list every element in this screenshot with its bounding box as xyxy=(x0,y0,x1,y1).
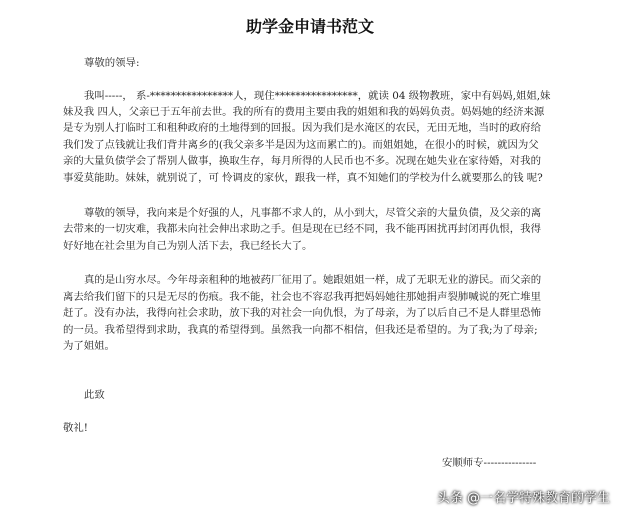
document-title: 助学金申请书范文 xyxy=(245,17,374,36)
closing-text: 此致 xyxy=(84,389,105,401)
watermark: 头条 @一名学特殊教育的学生 xyxy=(436,491,610,506)
salutation: 尊敬的领导: xyxy=(84,57,140,69)
paragraph-line: 我叫-----， 系-****************人，现住****************，就读 04 级物教班，家中有妈妈,姐姐,妹 xyxy=(84,90,551,102)
paragraph-line: 是专为别人打临时工和租种政府的土地得到的回报。因为我们是水淹区的农民，无田无地，当时的政府给 xyxy=(63,122,541,134)
paragraph-line: 真的是山穷水尽。今年母亲租种的地被药厂征用了。她跟姐姐一样，成了无职无业的游民。而父亲的 xyxy=(84,274,542,286)
paragraph-line: 我们发了点钱就让我们背井离乡的(我父亲多半是因为这而累亡的)。而姐姐她，在很小的时候，就因为父 xyxy=(63,139,539,151)
paragraph-line: 去带来的一切灾难，我都未向社会伸出求助之手。但是现在已经不同，我不能再困扰再封闭再仇恨，我得 xyxy=(63,223,541,235)
paragraph-line: 尊敬的领导，我向来是个好强的人，凡事都不求人的，从小到大，尽管父亲的大量负债，及父亲的离 xyxy=(84,207,542,219)
paragraph-line: 赶了。没有办法，我得向社会求助，放下我的对社会一向仇恨，为了母亲，为了以后自己不是人群里恐怖 xyxy=(63,307,541,319)
paragraph-line: 事爱莫能助。妹妹，就别说了，可 怜调皮的家伙，跟我一样，真不知她们的学校为什么就要那么的钱 呢? xyxy=(63,172,543,184)
signature: 安顺师专--------------- xyxy=(442,457,537,469)
paragraph-line: 好好地在社会里为自己为别人活下去，我已经长大了。 xyxy=(63,240,313,252)
paragraph-line: 离去给我们留下的只是无尽的伤痕。我不能，社会也不容忍我再把妈妈她往那她捐声裂肺喊说的死亡堆里 xyxy=(63,291,541,303)
regards-text: 敬礼! xyxy=(63,422,88,434)
paragraph-line: 的一员。我希望得到求助，我真的希望得到。虽然我一向都不相信，但我还是希望的。为了我;为了母亲; xyxy=(63,324,538,336)
paragraph-line: 亲的大量负债学会了帮别人做事，换取生存，每月所得的人民币也不多。况现在她失业在家待婚，对我的 xyxy=(63,155,541,167)
paragraph-line: 妹及我 四人，父亲已于五年前去世。我的所有的费用主要由我的姐姐和我的妈妈负责。妈妈她的经济来源 xyxy=(63,106,545,118)
paragraph-line: 为了姐姐。 xyxy=(63,340,115,352)
